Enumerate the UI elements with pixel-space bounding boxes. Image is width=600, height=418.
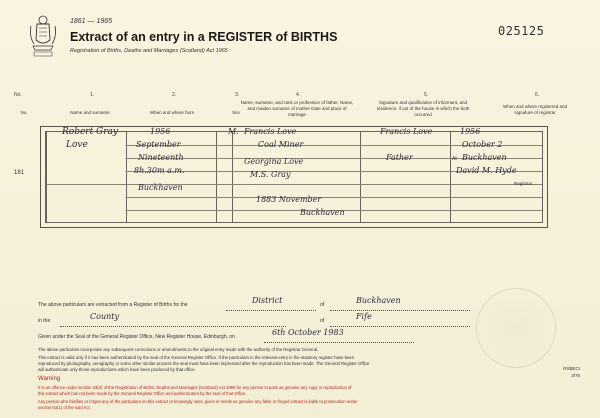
column-number-4: 4.: [296, 92, 301, 98]
birth-month: September: [136, 140, 181, 149]
birth-year: 1956: [150, 127, 171, 136]
child-sex: M.: [228, 127, 239, 136]
validity-note-line3: will authenticate only those reproductions which have been produced by that office.: [38, 367, 196, 372]
warning-line4: section 53(1) of the said Act.: [38, 405, 91, 410]
warning-line1: It is an offence under section 53(3) of the Registration of Births, Deaths and Marriages (Scotland) Act 1965 for any person to pass as genuine any copy or reproduction of: [38, 385, 352, 390]
act-reference: Registration of Births, Deaths and Marriages (Scotland) Act 1965: [70, 48, 228, 54]
informant-name: Francis Love: [380, 127, 433, 136]
royal-crest-icon: [28, 14, 58, 60]
registrar-label: Registrar: [514, 181, 533, 186]
form-code: RXBECI: [563, 366, 580, 371]
form-date-code: 3/76: [571, 373, 580, 378]
registrar-signature: David M. Hyde: [456, 166, 517, 175]
column-head-no: No.: [20, 110, 28, 115]
birth-time: 8h.30m a.m.: [134, 166, 185, 175]
corrections-note: The above particulars incorporate any subsequent corrections or amendments to the original entry made with the authority of the Registrar General.: [38, 347, 319, 352]
informant-qualification: Father: [386, 153, 413, 162]
validity-note-line2: reproduced by photography, xerography or some other similar process the seal must have been impressed after the reproduction has been made. The General Register Office: [38, 361, 370, 366]
marriage-place: Buckhaven: [300, 208, 345, 217]
registration-date: October 2: [462, 140, 503, 149]
warning-title: Warning: [38, 376, 61, 382]
county-of-label: of: [320, 318, 325, 324]
embossed-seal: [476, 288, 556, 368]
column-number-6: 6.: [535, 92, 540, 98]
father-name: Francis Love: [244, 127, 297, 136]
registration-at-label: At: [452, 156, 457, 162]
child-first-names: Robert Gray: [62, 127, 119, 137]
birth-day: Nineteenth: [138, 153, 184, 162]
column-number-no: No.: [14, 92, 22, 98]
county-name: Fife: [356, 312, 372, 321]
registration-place: Buckhaven: [462, 153, 507, 162]
registration-district-type: District: [252, 296, 283, 305]
mother-maiden-name: M.S. Gray: [250, 170, 291, 179]
birth-place: Buckhaven: [138, 183, 183, 192]
county-label: County: [90, 312, 119, 321]
warning-line2: this extract which has not been made by the General Register Office and authenticated by the seal of that Office.: [38, 391, 247, 396]
registration-district-name: Buckhaven: [356, 296, 401, 305]
column-head-born: When and where born: [149, 110, 195, 115]
warning-line3: Any person who falsifies or forges any of the particulars on this extract or knowingly uses, gives or sends as genuine any false or forged extract is liable to prosecution under: [38, 399, 358, 404]
extracted-from-text: The above particulars are extracted from a Register of Births for the: [38, 302, 188, 308]
of-label: of: [320, 302, 325, 308]
child-surname: Love: [66, 140, 88, 150]
entry-number: 181: [14, 170, 25, 176]
column-head-informant: Signature and qualification of informant, and residence, if out of the house in which the birth occurred: [376, 100, 470, 117]
column-head-name: Name and surname: [70, 110, 110, 115]
given-date: 6th October 1983: [272, 328, 344, 337]
column-number-1: 1.: [90, 92, 95, 98]
validity-note-line1: This extract is valid only if it has been authenticated by the seal of the General Register Office. If the particulars in the relevant entry in the statutory register have been: [38, 355, 355, 360]
father-occupation: Coal Miner: [258, 140, 304, 149]
serial-number: 025125: [498, 24, 545, 38]
registration-year: 1956: [460, 127, 481, 136]
mother-name: Georgina Love: [244, 157, 304, 166]
in-the-label: in the: [38, 318, 51, 324]
column-head-parents: Name, surname, and rank or profession of father, Name, and maiden surname of mother Date and place of marriage: [240, 100, 354, 117]
column-head-registered: When and where registered and signature of registrar: [502, 104, 568, 115]
document-title: Extract of an entry in a REGISTER of BIRTHS: [70, 30, 338, 44]
column-head-sex: Sex: [232, 110, 240, 115]
years-range: 1861 — 1965: [70, 18, 113, 25]
column-number-5: 5.: [424, 92, 429, 98]
column-number-2: 2.: [172, 92, 177, 98]
marriage-date: 1883 November: [256, 195, 322, 204]
given-under-seal-text: Given under the Seal of the General Register Office, New Register House, Edinburgh, on: [38, 334, 235, 340]
column-number-3: 3.: [235, 92, 240, 98]
